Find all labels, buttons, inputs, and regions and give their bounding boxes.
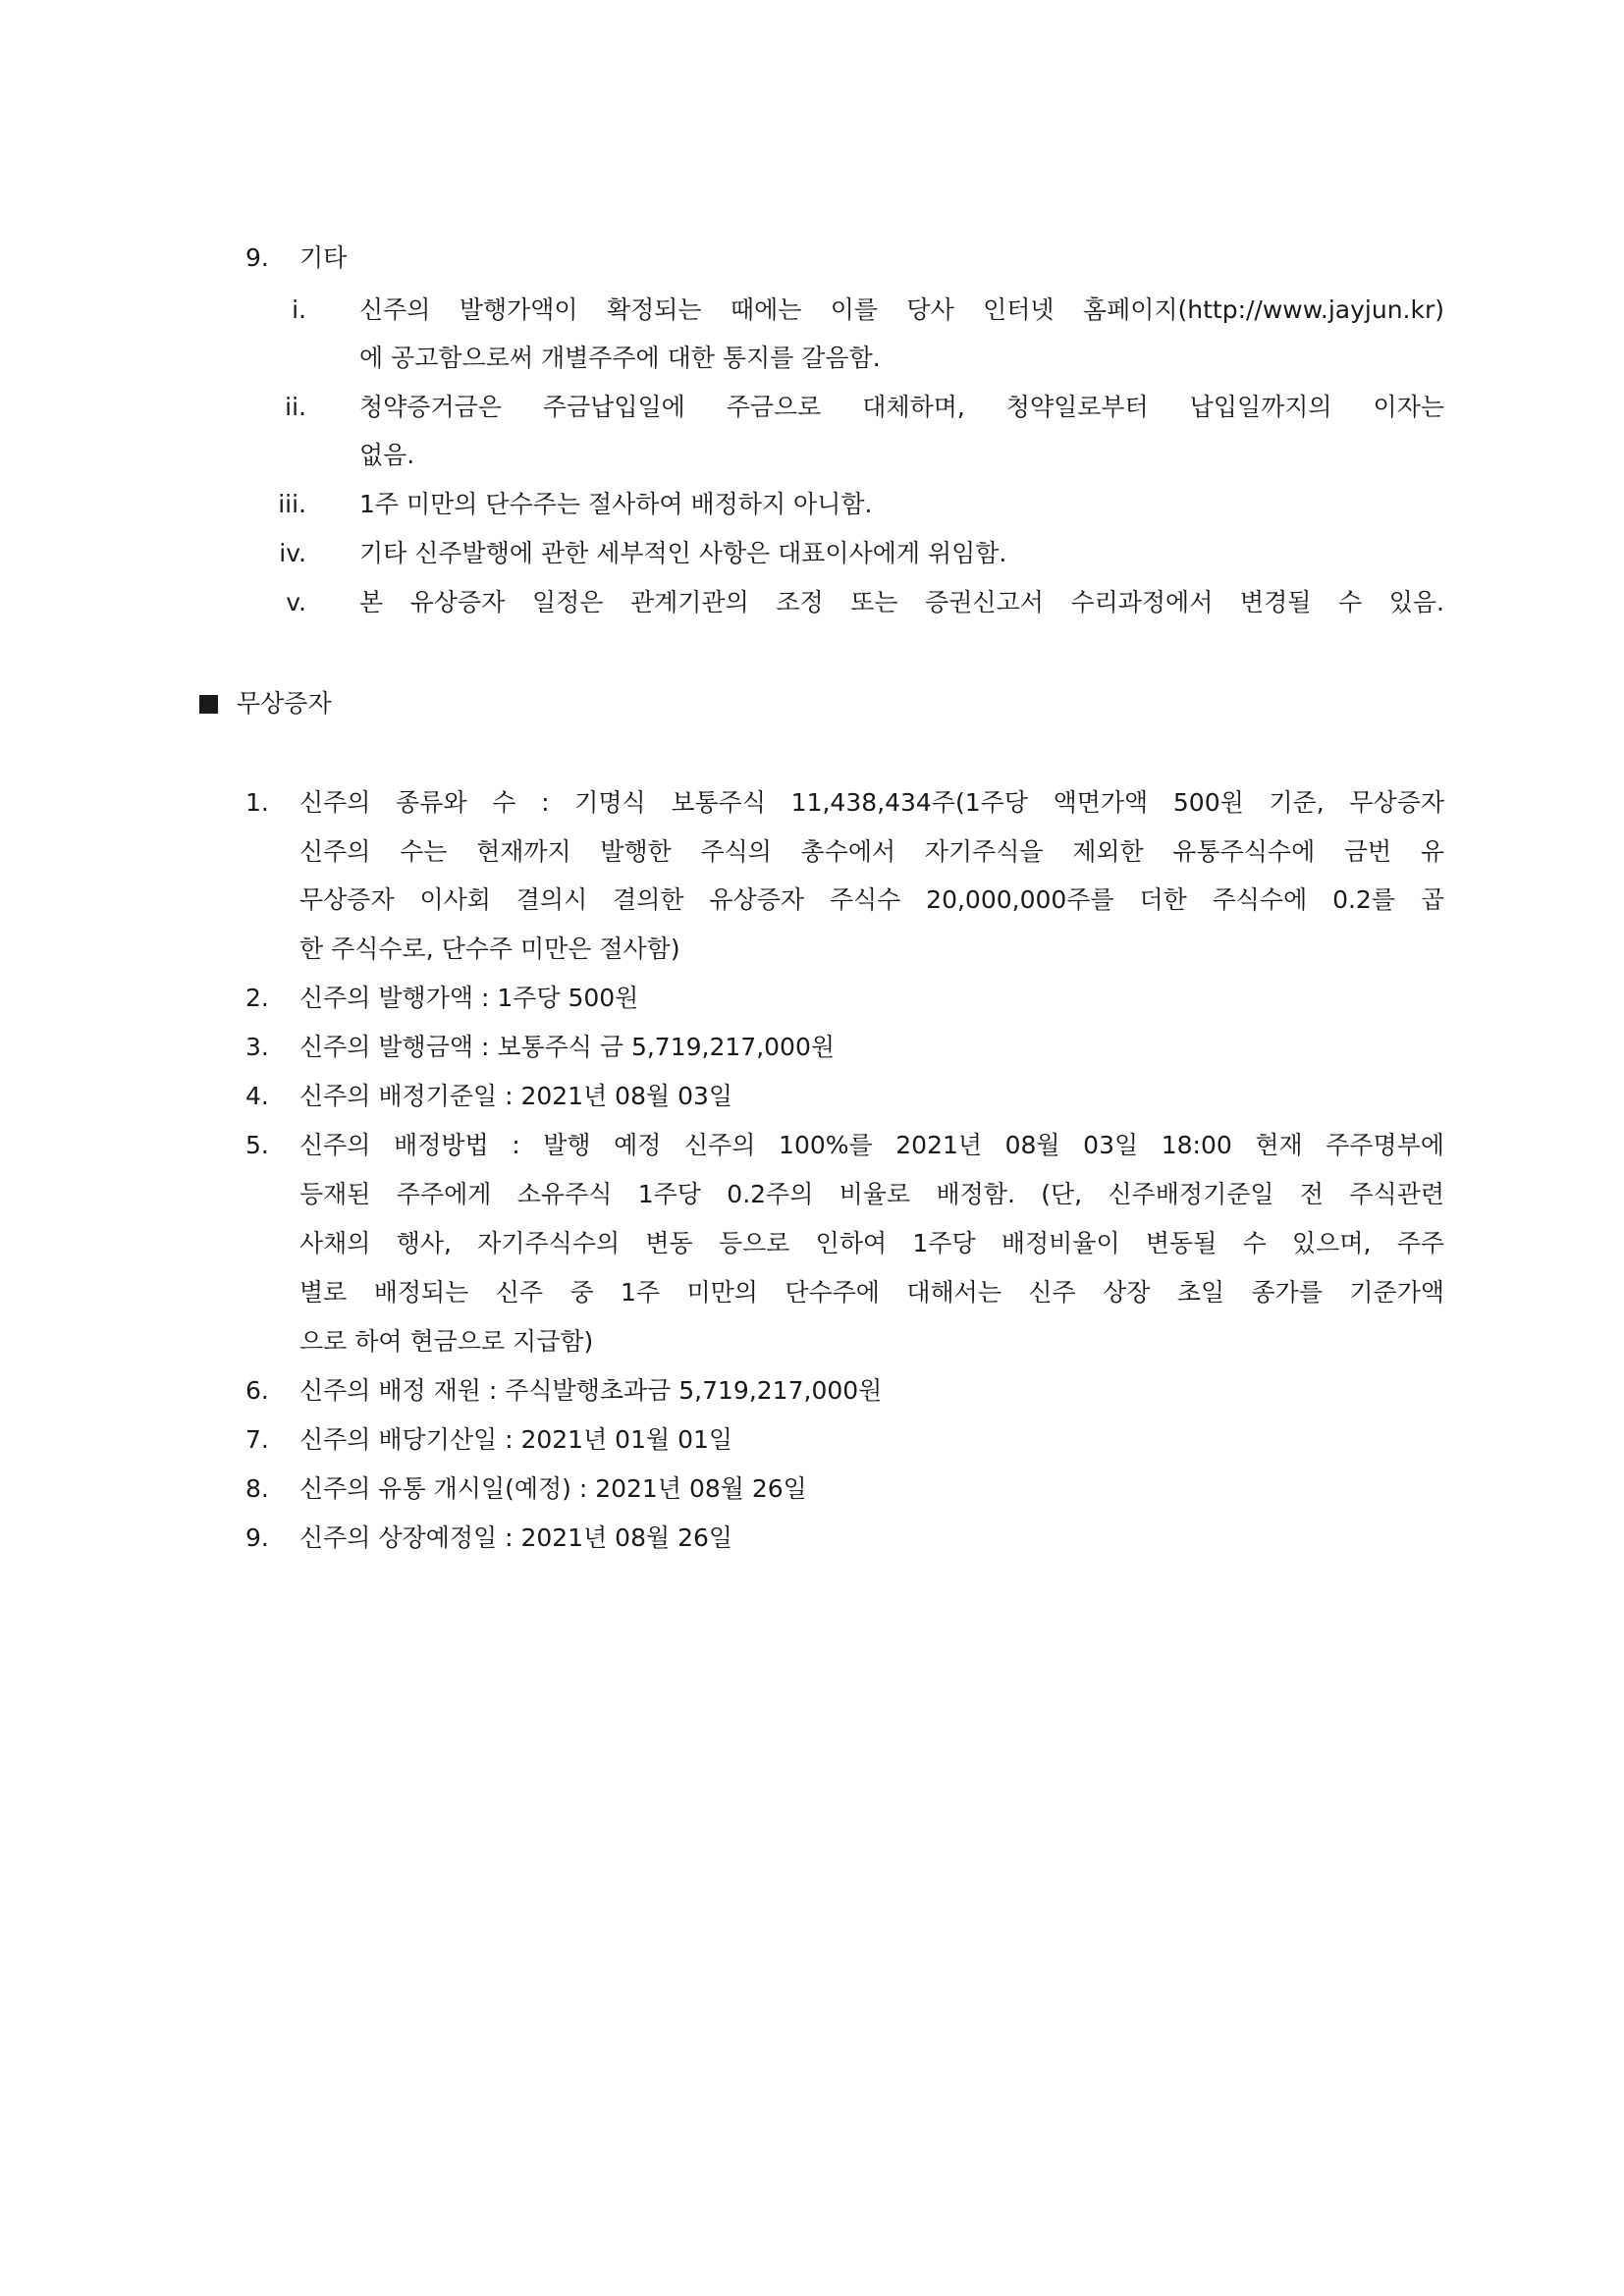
- roman-marker: iii.: [278, 490, 306, 518]
- list-item-text: 1주 미만의 단수주는 절사하여 배정하지 아니함.: [359, 490, 873, 518]
- list-item-text: 신주의 발행금액 : 보통주식 금 5,719,217,000원: [299, 1033, 836, 1061]
- list-item-text: 한 주식수로, 단수주 미만은 절사함): [299, 934, 680, 963]
- section-number: 9.: [245, 243, 269, 272]
- list-number: 7.: [245, 1425, 269, 1454]
- list-number: 3.: [245, 1033, 269, 1061]
- list-item-text: 없음.: [359, 441, 415, 469]
- list-item-text: 신주의 배당기산일 : 2021년 01월 01일: [299, 1425, 733, 1454]
- list-item-text: 신주의 수는 현재까지 발행한 주식의 총수에서 자기주식을 제외한 유통주식수에 금번 유: [299, 837, 1444, 866]
- list-item-text: 기타 신주발행에 관한 세부적인 사항은 대표이사에게 위임함.: [359, 539, 1007, 567]
- list-item-text: 신주의 배정방법 : 발행 예정 신주의 100%를 2021년 08월 03일 18:00 현재 주주명부에: [299, 1131, 1444, 1159]
- list-item-text: 별로 배정되는 신주 중 1주 미만의 단수주에 대해서는 신주 상장 초일 종가를 기준가액: [299, 1278, 1444, 1307]
- list-item-text: 무상증자 이사회 결의시 결의한 유상증자 주식수 20,000,000주를 더한 주식수에 0.2를 곱: [299, 885, 1444, 914]
- list-item-text: 본 유상증자 일정은 관계기관의 조정 또는 증권신고서 수리과정에서 변경될 수 있음.: [359, 588, 1444, 616]
- list-number: 5.: [245, 1131, 269, 1159]
- list-item-text: 신주의 종류와 수 : 기명식 보통주식 11,438,434주(1주당 액면가액 500원 기준, 무상증자: [299, 788, 1444, 817]
- list-number: 9.: [245, 1523, 269, 1552]
- list-item-text: 신주의 발행가액 : 1주당 500원: [299, 984, 639, 1012]
- list-number: 1.: [245, 788, 269, 817]
- list-number: 6.: [245, 1376, 269, 1405]
- list-item-text: 에 공고함으로써 개별주주에 대한 통지를 갈음함.: [359, 344, 881, 372]
- roman-marker: iv.: [279, 539, 306, 567]
- list-item-text: 신주의 유통 개시일(예정) : 2021년 08월 26일: [299, 1474, 807, 1503]
- roman-marker: v.: [286, 588, 306, 616]
- list-item-text: 신주의 배정기준일 : 2021년 08월 03일: [299, 1082, 733, 1110]
- list-item-text: 으로 하여 현금으로 지급함): [299, 1327, 594, 1356]
- list-number: 4.: [245, 1082, 269, 1110]
- section-heading: 무상증자: [237, 689, 332, 718]
- section-title: 기타: [299, 243, 348, 272]
- list-item-text: 신주의 발행가액이 확정되는 때에는 이를 당사 인터넷 홈페이지(http://www.jayjun.kr): [359, 295, 1444, 324]
- list-item-text: 신주의 배정 재원 : 주식발행초과금 5,719,217,000원: [299, 1376, 883, 1405]
- roman-marker: ii.: [285, 393, 306, 421]
- list-number: 2.: [245, 984, 269, 1012]
- list-item-text: 사채의 행사, 자기주식수의 변동 등으로 인하여 1주당 배정비율이 변동될 수 있으며, 주주: [299, 1229, 1444, 1257]
- square-bullet-icon: [199, 695, 218, 714]
- roman-marker: i.: [292, 295, 306, 324]
- list-number: 8.: [245, 1474, 269, 1503]
- list-item-text: 신주의 상장예정일 : 2021년 08월 26일: [299, 1523, 733, 1552]
- list-item-text: 청약증거금은 주금납입일에 주금으로 대체하며, 청약일로부터 납입일까지의 이자는: [359, 393, 1444, 421]
- list-item-text: 등재된 주주에게 소유주식 1주당 0.2주의 비율로 배정함. (단, 신주배정기준일 전 주식관련: [299, 1180, 1444, 1208]
